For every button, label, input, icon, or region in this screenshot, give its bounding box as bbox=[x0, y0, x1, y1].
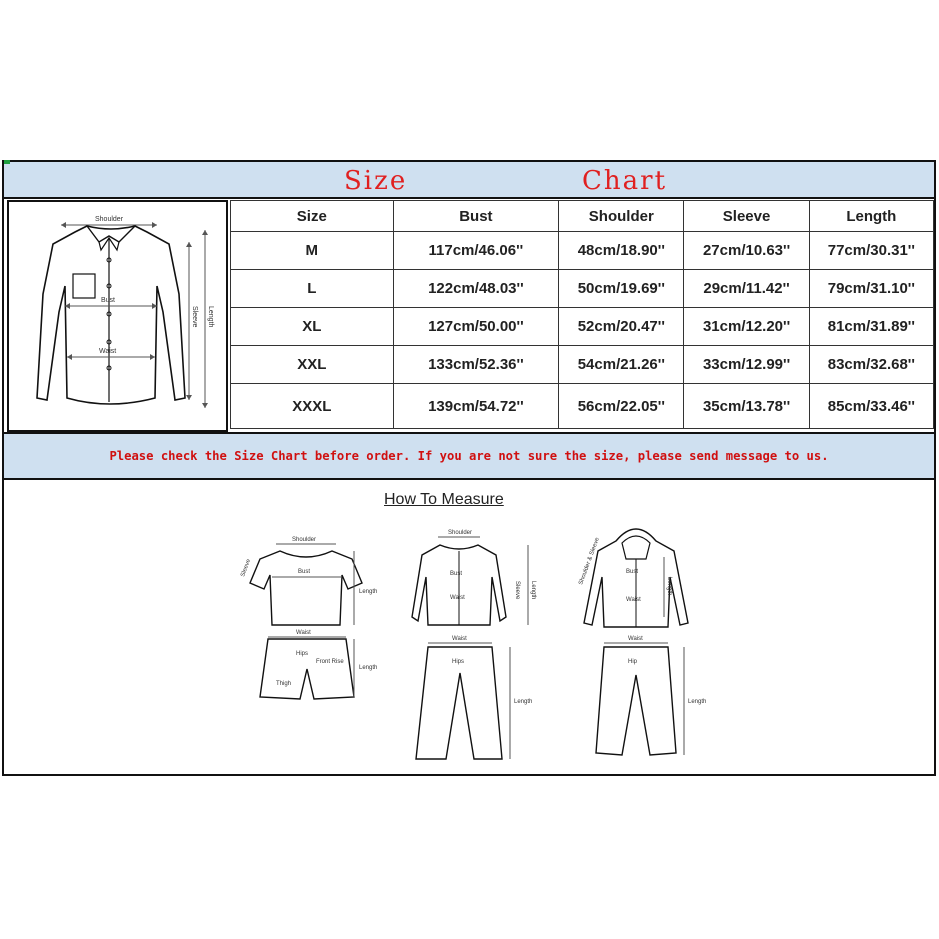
size-chart-frame bbox=[2, 160, 936, 776]
table-row bbox=[231, 384, 934, 429]
table-row bbox=[231, 232, 934, 270]
hoodie-bust-label: Bust bbox=[626, 569, 639, 575]
cell-size: XL bbox=[231, 308, 394, 346]
cell-bust: 127cm/50.00'' bbox=[393, 308, 559, 346]
pants-hips-label: Hips bbox=[452, 659, 465, 665]
header-sleeve: Sleeve bbox=[684, 201, 809, 232]
notice-text: Please check the Size Chart before order. If you are not sure the size, please send message to us. bbox=[109, 449, 829, 463]
shirt-shoulder-label: Shoulder bbox=[95, 216, 124, 223]
tshirt-shoulder-label: Shoulder bbox=[292, 537, 317, 543]
table-row bbox=[231, 308, 934, 346]
cell-bust: 122cm/48.03'' bbox=[393, 270, 559, 308]
shirt-length-label: Length bbox=[207, 306, 214, 328]
cell-shoulder: 50cm/19.69'' bbox=[559, 270, 684, 308]
tshirt-length-label: Length bbox=[359, 589, 378, 595]
shirt-illustration bbox=[412, 530, 536, 625]
shirt-small-shoulder-label: Shoulder bbox=[448, 530, 473, 536]
cell-sleeve: 29cm/11.42'' bbox=[684, 270, 809, 308]
joggers-illustration bbox=[596, 636, 706, 755]
shirt-waist-label: Waist bbox=[99, 348, 117, 355]
shirt-small-length-label: Length bbox=[530, 581, 536, 600]
cell-length: 81cm/31.89'' bbox=[809, 308, 933, 346]
shorts-waist-label: Waist bbox=[296, 630, 311, 636]
pants-waist-label: Waist bbox=[452, 636, 467, 642]
shorts-thigh-label: Thigh bbox=[276, 681, 292, 687]
hoodie-length-label: Length bbox=[666, 577, 672, 596]
cell-bust: 117cm/46.06'' bbox=[393, 232, 559, 270]
cell-length: 77cm/30.31'' bbox=[809, 232, 933, 270]
pants-length-label: Length bbox=[514, 699, 533, 705]
notice-bar bbox=[4, 432, 934, 480]
joggers-length-label: Length bbox=[688, 699, 707, 705]
shirt-small-waist-label: Waist bbox=[450, 595, 465, 601]
how-to-measure-illustrations bbox=[230, 497, 730, 777]
title-bar bbox=[4, 162, 934, 199]
cell-length: 85cm/33.46'' bbox=[809, 384, 933, 429]
table-header-row bbox=[231, 201, 934, 232]
shorts-illustration bbox=[260, 630, 377, 699]
tshirt-bust-label: Bust bbox=[298, 569, 311, 575]
size-table bbox=[230, 200, 934, 429]
table-row bbox=[231, 346, 934, 384]
cell-bust: 133cm/52.36'' bbox=[393, 346, 559, 384]
title-size: Size bbox=[344, 166, 408, 196]
hoodie-waist-label: Waist bbox=[626, 597, 641, 603]
shorts-length-label: Length bbox=[359, 665, 378, 671]
shirt-measure-illustration bbox=[9, 202, 226, 430]
how-to-measure-title: How To Measure bbox=[384, 491, 504, 508]
shorts-front-rise-label: Front Rise bbox=[316, 659, 344, 665]
shorts-hips-label: Hips bbox=[296, 651, 309, 657]
shirt-small-bust-label: Bust bbox=[450, 571, 463, 577]
header-bust: Bust bbox=[393, 201, 559, 232]
pants-illustration bbox=[416, 636, 532, 759]
cell-shoulder: 56cm/22.05'' bbox=[559, 384, 684, 429]
shirt-sleeve-label: Sleeve bbox=[191, 306, 198, 328]
cell-shoulder: 48cm/18.90'' bbox=[559, 232, 684, 270]
cell-shoulder: 54cm/21.26'' bbox=[559, 346, 684, 384]
hoodie-illustration bbox=[578, 529, 688, 627]
shirt-bust-label: Bust bbox=[101, 297, 116, 304]
cell-size: L bbox=[231, 270, 394, 308]
shirt-diagram bbox=[7, 200, 228, 432]
cell-size: XXL bbox=[231, 346, 394, 384]
tshirt-illustration bbox=[240, 537, 377, 625]
cell-sleeve: 27cm/10.63'' bbox=[684, 232, 809, 270]
corner-mark bbox=[4, 160, 10, 164]
shirt-small-sleeve-label: Sleeve bbox=[514, 581, 520, 600]
cell-size: M bbox=[231, 232, 394, 270]
header-size: Size bbox=[231, 201, 394, 232]
cell-sleeve: 33cm/12.99'' bbox=[684, 346, 809, 384]
title-chart: Chart bbox=[582, 166, 668, 196]
cell-length: 83cm/32.68'' bbox=[809, 346, 933, 384]
joggers-waist-label: Waist bbox=[628, 636, 643, 642]
header-shoulder: Shoulder bbox=[559, 201, 684, 232]
joggers-hip-label: Hip bbox=[628, 659, 638, 665]
hoodie-shoulder-sleeve-label: Shoulder & Sleeve bbox=[578, 536, 601, 586]
cell-sleeve: 35cm/13.78'' bbox=[684, 384, 809, 429]
cell-length: 79cm/31.10'' bbox=[809, 270, 933, 308]
table-row bbox=[231, 270, 934, 308]
cell-size: XXXL bbox=[231, 384, 394, 429]
cell-shoulder: 52cm/20.47'' bbox=[559, 308, 684, 346]
cell-bust: 139cm/54.72'' bbox=[393, 384, 559, 429]
header-length: Length bbox=[809, 201, 933, 232]
cell-sleeve: 31cm/12.20'' bbox=[684, 308, 809, 346]
garment-illustrations bbox=[230, 497, 730, 777]
tshirt-sleeve-label: Sleeve bbox=[240, 558, 253, 578]
